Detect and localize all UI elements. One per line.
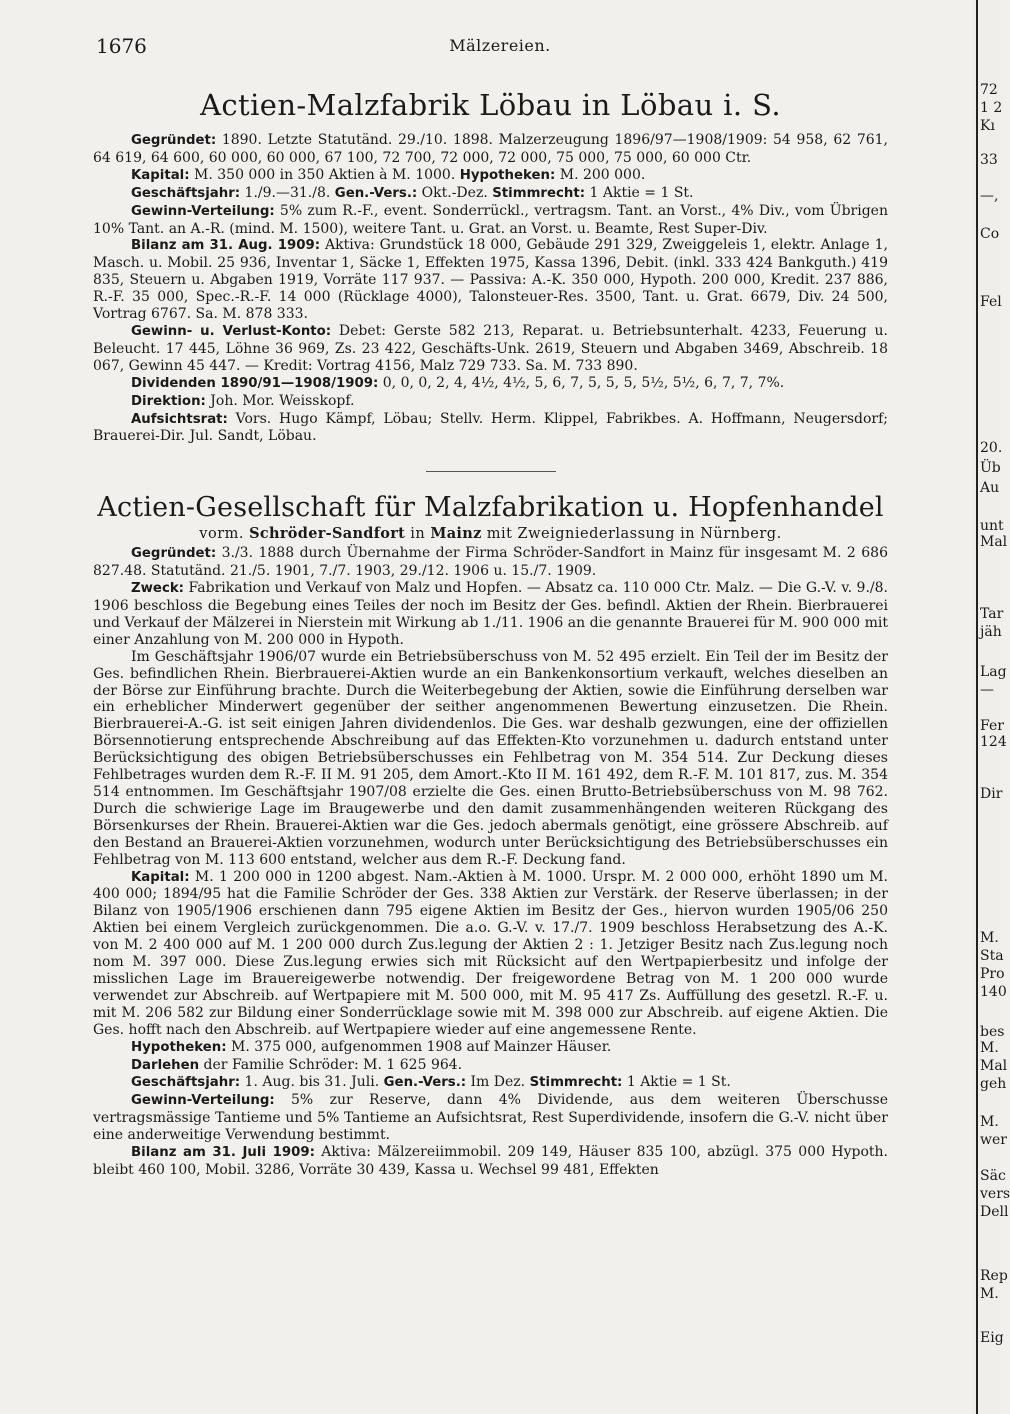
adjacent-page-fragment: 1 2 <box>980 100 1003 116</box>
paragraph <box>93 1039 888 1057</box>
field-label: Kapital: <box>131 869 190 885</box>
field-label: Gewinn-Verteilung: <box>131 203 275 219</box>
field-label: Direktion: <box>131 393 206 409</box>
paragraph <box>93 237 888 323</box>
field-text: M. 1 200 000 in 1200 abgest. Nam.-Aktien à M. 1000. Urspr. M. 2 000 000, erhöht 1890 um M. 400 000; 1894/95 hat die Familie Schröder der Ges. 338 Aktien zur Verstärk. der Reserve überlassen; in der Bilanz von 1905/1906 erschienen dann 795 eigene Aktien im Besitz der Ges., hiervon wurden 1905/06 250 Aktien bei einem Vergleich zurückgenommen. Die a.o. G.-V. v. 17./7. 1909 beschloss Herabsetzung des A.-K. von M. 2 400 000 auf M. 1 200 000 durch Zus.legung der Aktien 2 : 1. Jetziger Besitz nach Zus.legung noch nom M. 397 000. Diese Zus.legung erwies sich mit Rücksicht auf den Wertpapierbesitz und infolge der misslichen Lage im Brauereigewerbe notwendig. Der freigewordene Betrag von M. 1 200 000 wurde verwendet zur Abschreib. auf Wertpapiere mit M. 500 000, mit M. 95 417 Zs. Auffüllung des gesetzl. R.-F. u. mit M. 206 582 zur Bildung einer Sonderrücklage sowie mit M. 398 000 zur Abschreib. auf eigene Aktien. Die Ges. hofft nach den Abschreib. auf Wertpapiere wieder auf eine angemessene Rente. <box>93 868 888 1038</box>
running-head: Mälzereien. <box>449 36 551 55</box>
field-text: Vors. Hugo Kämpf, Löbau; Stellv. Herm. Klippel, Fabrikbes. A. Hoffmann, Neugersdorf; Brauerei-Dir. Jul. Sandt, Löbau. <box>93 410 888 445</box>
field-text: Aktiva: Grundstück 18 000, Gebäude 291 329, Zweiggeleis 1, elektr. Anlage 1, Masch. u. Mobil. 25 936, Inventar 1, Säcke 1, Effekten 1975, Kassa 1396, Debit. (inkl. 333 424 Bankguth.) 419 835, Steuern u. Abgaben 1919, Vorräte 117 937. — Passiva: A.-K. 350 000, Hypoth. 200 000, Kredit. 237 886, R.-F. 35 000, Spec.-R.-F. 14 000 (Rücklage 4000), Talonsteuer-Res. 3500, Tant. u. Grat. 6679, Div. 24 500, Vortrag 6767. Sa. M. 878 333. <box>93 237 888 323</box>
field-text: 1 Aktie = 1 St. <box>622 1074 731 1091</box>
paragraph <box>93 1057 888 1075</box>
adjacent-page-fragment: — <box>980 682 994 698</box>
adjacent-page-fragment: 124 <box>980 734 1007 750</box>
field-text: Im Geschäftsjahr 1906/07 wurde ein Betriebsüberschuss von M. 52 495 erzielt. Ein Teil der im Besitz der Ges. befindlichen Rhein. Bierbrauerei-Aktien wurde an ein Bankenkonsortium verkauft, welches dieselben an der Börse zur Einführung brachte. Durch die Weiterbegebung der Aktien, sowie die Einführung derselben war ein erheblicher Minderwert gegenüber der seither angenommenen Bewertung einzusetzen. Die Rhein. Bierbrauerei-A.-G. ist seit einigen Jahren dividendenlos. Die Ges. war deshalb gezwungen, eine der offiziellen Börsennotierung entsprechende Abschreibung auf das Effekten-Kto vorzunehmen u. dadurch entstand unter Berücksichtigung des obigen Betriebsüberschusses ein Fehlbetrag von M. 354 514. Zur Deckung dieses Fehlbetrages wurden dem R.-F. II M. 91 205, dem Amort.-Kto II M. 161 492, dem R.-F. M. 101 817, zus. M. 354 514 entnommen. Im Geschäftsjahr 1907/08 erzielte die Ges. einen Brutto-Betriebsüberschuss von M. 98 762. Durch die schwierige Lage im Braugewerbe und den damit zusammenhängenden weiteren Rückgang des Börsenkurses der Rhein. Brauerei-Aktien war die Ges. jedoch abermals genötigt, eine grössere Abschreib. auf den Bestand an Brauerei-Aktien vorzunehmen, wodurch unter Berücksichtigung des Betriebsüberschusses ein Fehlbetrag von M. 113 600 entstand, welcher aus dem R.-F. Deckung fand. <box>93 648 888 868</box>
adjacent-page-fragment: —, <box>980 188 999 204</box>
adjacent-page-fragment: Kı <box>980 118 995 134</box>
section-divider <box>426 471 556 472</box>
field-text: M. 350 000 in 350 Aktien à M. 1000. <box>189 166 460 183</box>
paragraph <box>93 375 888 393</box>
adjacent-page-fragment: jäh <box>980 624 1002 640</box>
field-text: Debet: Gerste 582 213, Reparat. u. Betriebsunterhalt. 4233, Feuerung u. Beleucht. 17 445, Löhne 36 969, Zs. 23 422, Geschäfts-Unk. 2619, Steuern und Abgaben 3469, Abschreib. 18 067, Gewinn 45 447. — Kredit: Vortrag 4156, Malz 729 733. Sa. M. 733 890. <box>93 322 889 374</box>
adjacent-page-fragment: Mal <box>980 534 1008 550</box>
adjacent-page-fragment: Eig <box>980 1330 1004 1346</box>
field-label: Gen.-Vers.: <box>334 185 418 201</box>
adjacent-page-edge <box>972 0 1010 1414</box>
field-text: 0, 0, 0, 2, 4, 4½, 4½, 5, 6, 7, 5, 5, 5, 5½, 5½, 6, 7, 7, 7%. <box>378 374 785 391</box>
adjacent-page-fragment: bes <box>980 1024 1005 1040</box>
section-title-loebau: Actien-Malzfabrik Löbau in Löbau i. S. <box>200 88 781 122</box>
paragraph <box>93 580 888 649</box>
field-label: Gewinn-Verteilung: <box>131 1093 275 1109</box>
field-text: Joh. Mor. Weisskopf. <box>205 392 355 409</box>
adjacent-page-fragment: 20. <box>980 440 1003 456</box>
field-label: Bilanz am 31. Juli 1909: <box>131 1145 315 1161</box>
field-label: Stimmrecht: <box>529 1075 623 1091</box>
adjacent-page-fragment: Üb <box>980 460 1001 476</box>
adjacent-page-fragment: Rep <box>980 1268 1008 1284</box>
adjacent-page-fragment: M. <box>980 1040 999 1056</box>
section-title-mainz: Actien-Gesellschaft für Malzfabrikation u. Hopfenhandel <box>97 492 884 524</box>
paragraph <box>93 132 888 167</box>
adjacent-page-fragment: Pro <box>980 966 1005 982</box>
adjacent-page-fragment: Fer <box>980 718 1004 734</box>
paragraph <box>93 185 888 203</box>
adjacent-page-fragment: Säc <box>980 1168 1006 1184</box>
field-text: 1890. Letzte Statutänd. 29./10. 1898. Malzerzeugung 1896/97—1908/1909: 54 958, 62 761, 64 619, 64 600, 60 000, 60 000, 67 100, 72 700, 72 000, 72 000, 75 000, 75 000, 60 000 Ctr. <box>93 132 888 166</box>
adjacent-page-fragment: Au <box>980 480 1000 496</box>
adjacent-page-fragment: M. <box>980 930 999 946</box>
field-label: Bilanz am 31. Aug. 1909: <box>131 238 321 254</box>
field-text: der Familie Schröder: M. 1 625 964. <box>199 1056 463 1073</box>
paragraph <box>93 393 888 411</box>
field-label: Gegründet: <box>131 546 217 562</box>
adjacent-page-fragment: Tar <box>980 606 1004 622</box>
adjacent-page-fragment: 33 <box>980 152 998 168</box>
paragraph <box>93 1144 888 1179</box>
section-subtitle-mainz: vorm. Schröder-Sandfort in Mainz mit Zweigniederlassung in Nürnberg. <box>199 525 782 543</box>
adjacent-page-fragment: Lag <box>980 664 1007 680</box>
main-column <box>93 88 888 1179</box>
field-label: Gewinn- u. Verlust-Konto: <box>131 323 332 339</box>
paragraph <box>93 167 888 185</box>
adjacent-page-fragment: Sta <box>980 948 1004 964</box>
field-label: Gen.-Vers.: <box>383 1075 467 1091</box>
field-text: Aktiva: Mälzereiimmobil. 209 149, Häuser 835 100, abzügl. 375 000 Hypoth. bleibt 460 100, Mobil. 3286, Vorräte 30 439, Kassa u. Wechsel 99 481, Effekten <box>93 1144 888 1178</box>
paragraph <box>93 869 888 1039</box>
field-text: M. 375 000, aufgenommen 1908 auf Mainzer Häuser. <box>226 1038 612 1055</box>
field-text: 1. Aug. bis 31. Juli. <box>240 1074 384 1091</box>
adjacent-page-fragment: Fel <box>980 294 1002 310</box>
adjacent-page-fragment: M. <box>980 1286 999 1302</box>
adjacent-page-fragment: Co <box>980 226 1000 242</box>
paragraph <box>93 545 888 580</box>
adjacent-page-fragment: 72 <box>980 82 998 98</box>
page-number: 1676 <box>96 34 147 58</box>
field-label: Kapital: <box>131 167 190 183</box>
section-body-mainz <box>93 545 888 1179</box>
paragraph <box>93 1092 888 1144</box>
field-label: Darlehen <box>131 1057 200 1073</box>
field-label: Zweck: <box>131 581 184 597</box>
adjacent-page-fragment: Dell <box>980 1204 1009 1220</box>
field-label: Hypotheken: <box>459 167 556 183</box>
field-text: Fabrikation und Verkauf von Malz und Hopfen. — Absatz ca. 110 000 Ctr. Malz. — Die G.-V. v. 9./8. 1906 beschloss die Begebung eines Teiles der noch im Besitz der Ges. befindl. Aktien der Rhein. Bierbrauerei und Verkauf der Mälzerei in Nierstein mit Wirkung ab 1./11. 1906 an die genannte Brauerei für M. 900 000 mit einer Anzahlung von M. 200 000 in Hypoth. <box>93 580 888 648</box>
adjacent-page-fragment: M. <box>980 1114 999 1130</box>
field-label: Geschäftsjahr: <box>131 185 241 201</box>
page-fold-line <box>976 0 978 1414</box>
paragraph <box>93 203 888 238</box>
section-body-loebau <box>93 132 888 445</box>
field-label: Gegründet: <box>131 133 217 148</box>
field-text: M. 200 000. <box>555 166 646 183</box>
field-label: Geschäftsjahr: <box>131 1075 241 1091</box>
field-text: 1./9.—31./8. <box>240 184 335 201</box>
paragraph <box>93 411 888 446</box>
field-text: Okt.-Dez. <box>417 184 493 201</box>
field-text: 5% zur Reserve, dann 4% Dividende, aus dem weiteren Überschusse vertragsmässige Tantieme und 5% Tantieme an Aufsichtsrat, Rest Superdividende, insofern die G.-V. nicht über eine anderweitige Verwendung bestimmt. <box>93 1092 888 1144</box>
paragraph <box>93 323 888 375</box>
field-text: 5% zum R.-F., event. Sonderrückl., vertragsm. Tant. an Vorst., 4% Div., vom Übrigen 10% Tant. an A.-R. (mind. M. 1500), weitere Tant. u. Grat. an Vorst. u. Beamte, Rest Super-Div. <box>93 202 888 237</box>
field-label: Hypotheken: <box>131 1039 227 1055</box>
paragraph <box>93 1074 888 1092</box>
adjacent-page-fragment: wer <box>980 1132 1007 1148</box>
adjacent-page-fragment: 140 <box>980 984 1007 1000</box>
field-label: Aufsichtsrat: <box>131 411 228 427</box>
field-text: 3./3. 1888 durch Übernahme der Firma Schröder-Sandfort in Mainz für insgesamt M. 2 686 827.48. Statutänd. 21./5. 1901, 7./7. 1903, 29./12. 1906 u. 15./7. 1909. <box>93 545 888 580</box>
adjacent-page-fragment: geh <box>980 1076 1007 1092</box>
adjacent-page-fragment: unt <box>980 518 1004 534</box>
field-text: Im Dez. <box>466 1074 530 1091</box>
adjacent-page-fragment: Dir <box>980 786 1003 802</box>
field-label: Stimmrecht: <box>492 185 586 201</box>
field-text: 1 Aktie = 1 St. <box>585 184 694 201</box>
adjacent-page-fragment: Mal <box>980 1058 1008 1074</box>
field-label: Dividenden 1890/91—1908/1909: <box>131 375 379 391</box>
adjacent-page-fragment: vers <box>980 1186 1010 1202</box>
paragraph <box>93 649 888 869</box>
